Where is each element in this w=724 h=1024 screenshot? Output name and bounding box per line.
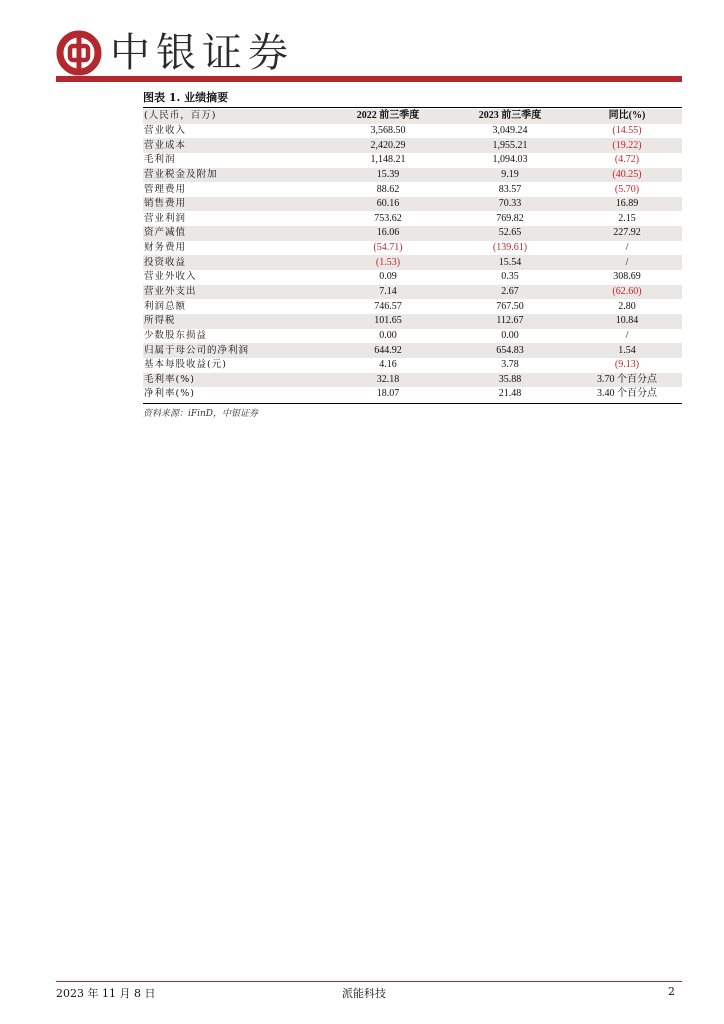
value-2022: 0.09: [379, 271, 397, 283]
row-label: 营业利润: [144, 212, 187, 224]
value-2023: 83.57: [498, 183, 522, 195]
value-2023: 1,094.03: [492, 154, 528, 166]
value-yoy: (14.55): [612, 124, 642, 136]
row-label: 净利率(%): [144, 388, 195, 400]
footer-company: 派能科技: [342, 987, 386, 1000]
value-2022: 7.14: [328, 285, 448, 300]
value-yoy: 3.70 个百分点: [572, 373, 682, 388]
table-bottom-rule: [143, 403, 682, 404]
table-row: [143, 358, 682, 373]
bank-of-china-logo-icon: [56, 30, 102, 76]
value-2022: 644.92: [328, 343, 448, 358]
value-2023: 21.48: [498, 388, 522, 400]
value-2022: 32.18: [328, 373, 448, 388]
value-2023: (139.61): [492, 242, 528, 254]
value-yoy: 2.15: [618, 212, 636, 224]
table-row: [143, 138, 682, 153]
table-row: [143, 168, 682, 183]
value-yoy: 3.40 个百分点: [597, 388, 657, 400]
row-label: 销售费用: [143, 197, 328, 212]
table-row: [143, 343, 682, 358]
value-yoy: (4.72): [614, 154, 640, 166]
footer-rule: [56, 981, 682, 982]
brand-logo: [56, 30, 294, 76]
row-label: 毛利率(%): [143, 373, 328, 388]
table-row: [143, 182, 682, 197]
value-yoy: (9.13): [614, 359, 640, 371]
value-2022: 746.57: [374, 300, 402, 312]
value-2023: 3.78: [501, 359, 519, 371]
value-2022: 1,148.21: [370, 154, 406, 166]
table-row: [143, 197, 682, 212]
table-row: [143, 241, 682, 256]
table-row: [143, 299, 682, 314]
value-2022: 0.00: [379, 329, 397, 341]
value-2023: 3,049.24: [492, 124, 528, 136]
header-2023: 2023 前三季度: [448, 109, 572, 124]
header-2022: 2022 前三季度: [328, 109, 448, 124]
footer-date: 2023 年 11 月 8 日: [56, 987, 156, 1000]
value-2023: 0.00: [501, 329, 519, 341]
row-label: 营业收入: [144, 124, 187, 136]
header-unit: (人民币，百万): [143, 109, 328, 124]
value-yoy: 1.54: [572, 343, 682, 358]
value-yoy: (40.25): [572, 168, 682, 183]
row-label: 营业外支出: [143, 285, 328, 300]
value-2022: 15.39: [328, 168, 448, 183]
value-2023: 9.19: [448, 168, 572, 183]
table-row: [143, 124, 682, 139]
row-label: 营业外收入: [144, 271, 197, 283]
source-note: 资料来源：iFinD，中银证券: [143, 409, 259, 419]
row-label: 营业税金及附加: [143, 168, 328, 183]
value-2023: 52.65: [448, 226, 572, 241]
value-2023: 112.67: [448, 314, 572, 329]
value-2023: 35.88: [448, 373, 572, 388]
table-row: [143, 285, 682, 300]
value-yoy: 10.84: [572, 314, 682, 329]
row-label: 归属于母公司的净利润: [143, 343, 328, 358]
value-2023: 2.67: [448, 285, 572, 300]
value-2022: 60.16: [328, 197, 448, 212]
value-2022: 753.62: [374, 212, 402, 224]
value-2022: 3,568.50: [370, 124, 406, 136]
value-yoy: 227.92: [572, 226, 682, 241]
table-row: [143, 314, 682, 329]
value-yoy: (19.22): [572, 138, 682, 153]
header-yoy: 同比(%): [572, 109, 682, 124]
row-label: 基本每股收益(元): [144, 359, 227, 371]
value-yoy: 16.89: [572, 197, 682, 212]
table-row: [143, 329, 682, 344]
value-2022: 4.16: [379, 359, 397, 371]
row-label: 资产减值: [143, 226, 328, 241]
value-2023: 769.82: [496, 212, 524, 224]
value-yoy: 2.80: [618, 300, 636, 312]
table-row: [143, 270, 682, 285]
value-yoy: /: [572, 255, 682, 270]
value-2022: 16.06: [328, 226, 448, 241]
value-yoy: /: [625, 242, 629, 254]
value-yoy: (5.70): [614, 183, 640, 195]
table-row: [143, 226, 682, 241]
row-label: 少数股东损益: [144, 329, 208, 341]
value-yoy: /: [625, 329, 629, 341]
value-2023: 15.54: [448, 255, 572, 270]
brand-name: 中银证券: [110, 30, 294, 76]
value-2022: 101.65: [328, 314, 448, 329]
value-2022: (54.71): [373, 242, 403, 254]
header-rule: [56, 76, 682, 82]
table-row: [143, 153, 682, 168]
row-label: 所得税: [143, 314, 328, 329]
value-2022: 18.07: [376, 388, 400, 400]
page-number: 2: [668, 985, 675, 998]
row-label: 毛利润: [144, 154, 176, 166]
row-label: 营业成本: [143, 138, 328, 153]
value-yoy: (62.60): [572, 285, 682, 300]
performance-summary-table: [143, 109, 682, 402]
value-yoy: 308.69: [613, 271, 641, 283]
value-2022: (1.53): [328, 255, 448, 270]
figure-title: 图表 1. 业绩摘要: [143, 91, 229, 104]
table-header-row: [143, 109, 682, 124]
value-2023: 767.50: [496, 300, 524, 312]
value-2022: 2,420.29: [328, 138, 448, 153]
table-row: [143, 373, 682, 388]
row-label: 投资收益: [143, 255, 328, 270]
table-top-rule: [143, 107, 682, 108]
value-2022: 88.62: [376, 183, 400, 195]
table-row: [143, 211, 682, 226]
value-2023: 70.33: [448, 197, 572, 212]
row-label: 财务费用: [144, 242, 187, 254]
value-2023: 0.35: [501, 271, 519, 283]
table-row: [143, 387, 682, 402]
row-label: 利润总额: [144, 300, 187, 312]
value-2023: 1,955.21: [448, 138, 572, 153]
table-row: [143, 255, 682, 270]
row-label: 管理费用: [144, 183, 187, 195]
value-2023: 654.83: [448, 343, 572, 358]
